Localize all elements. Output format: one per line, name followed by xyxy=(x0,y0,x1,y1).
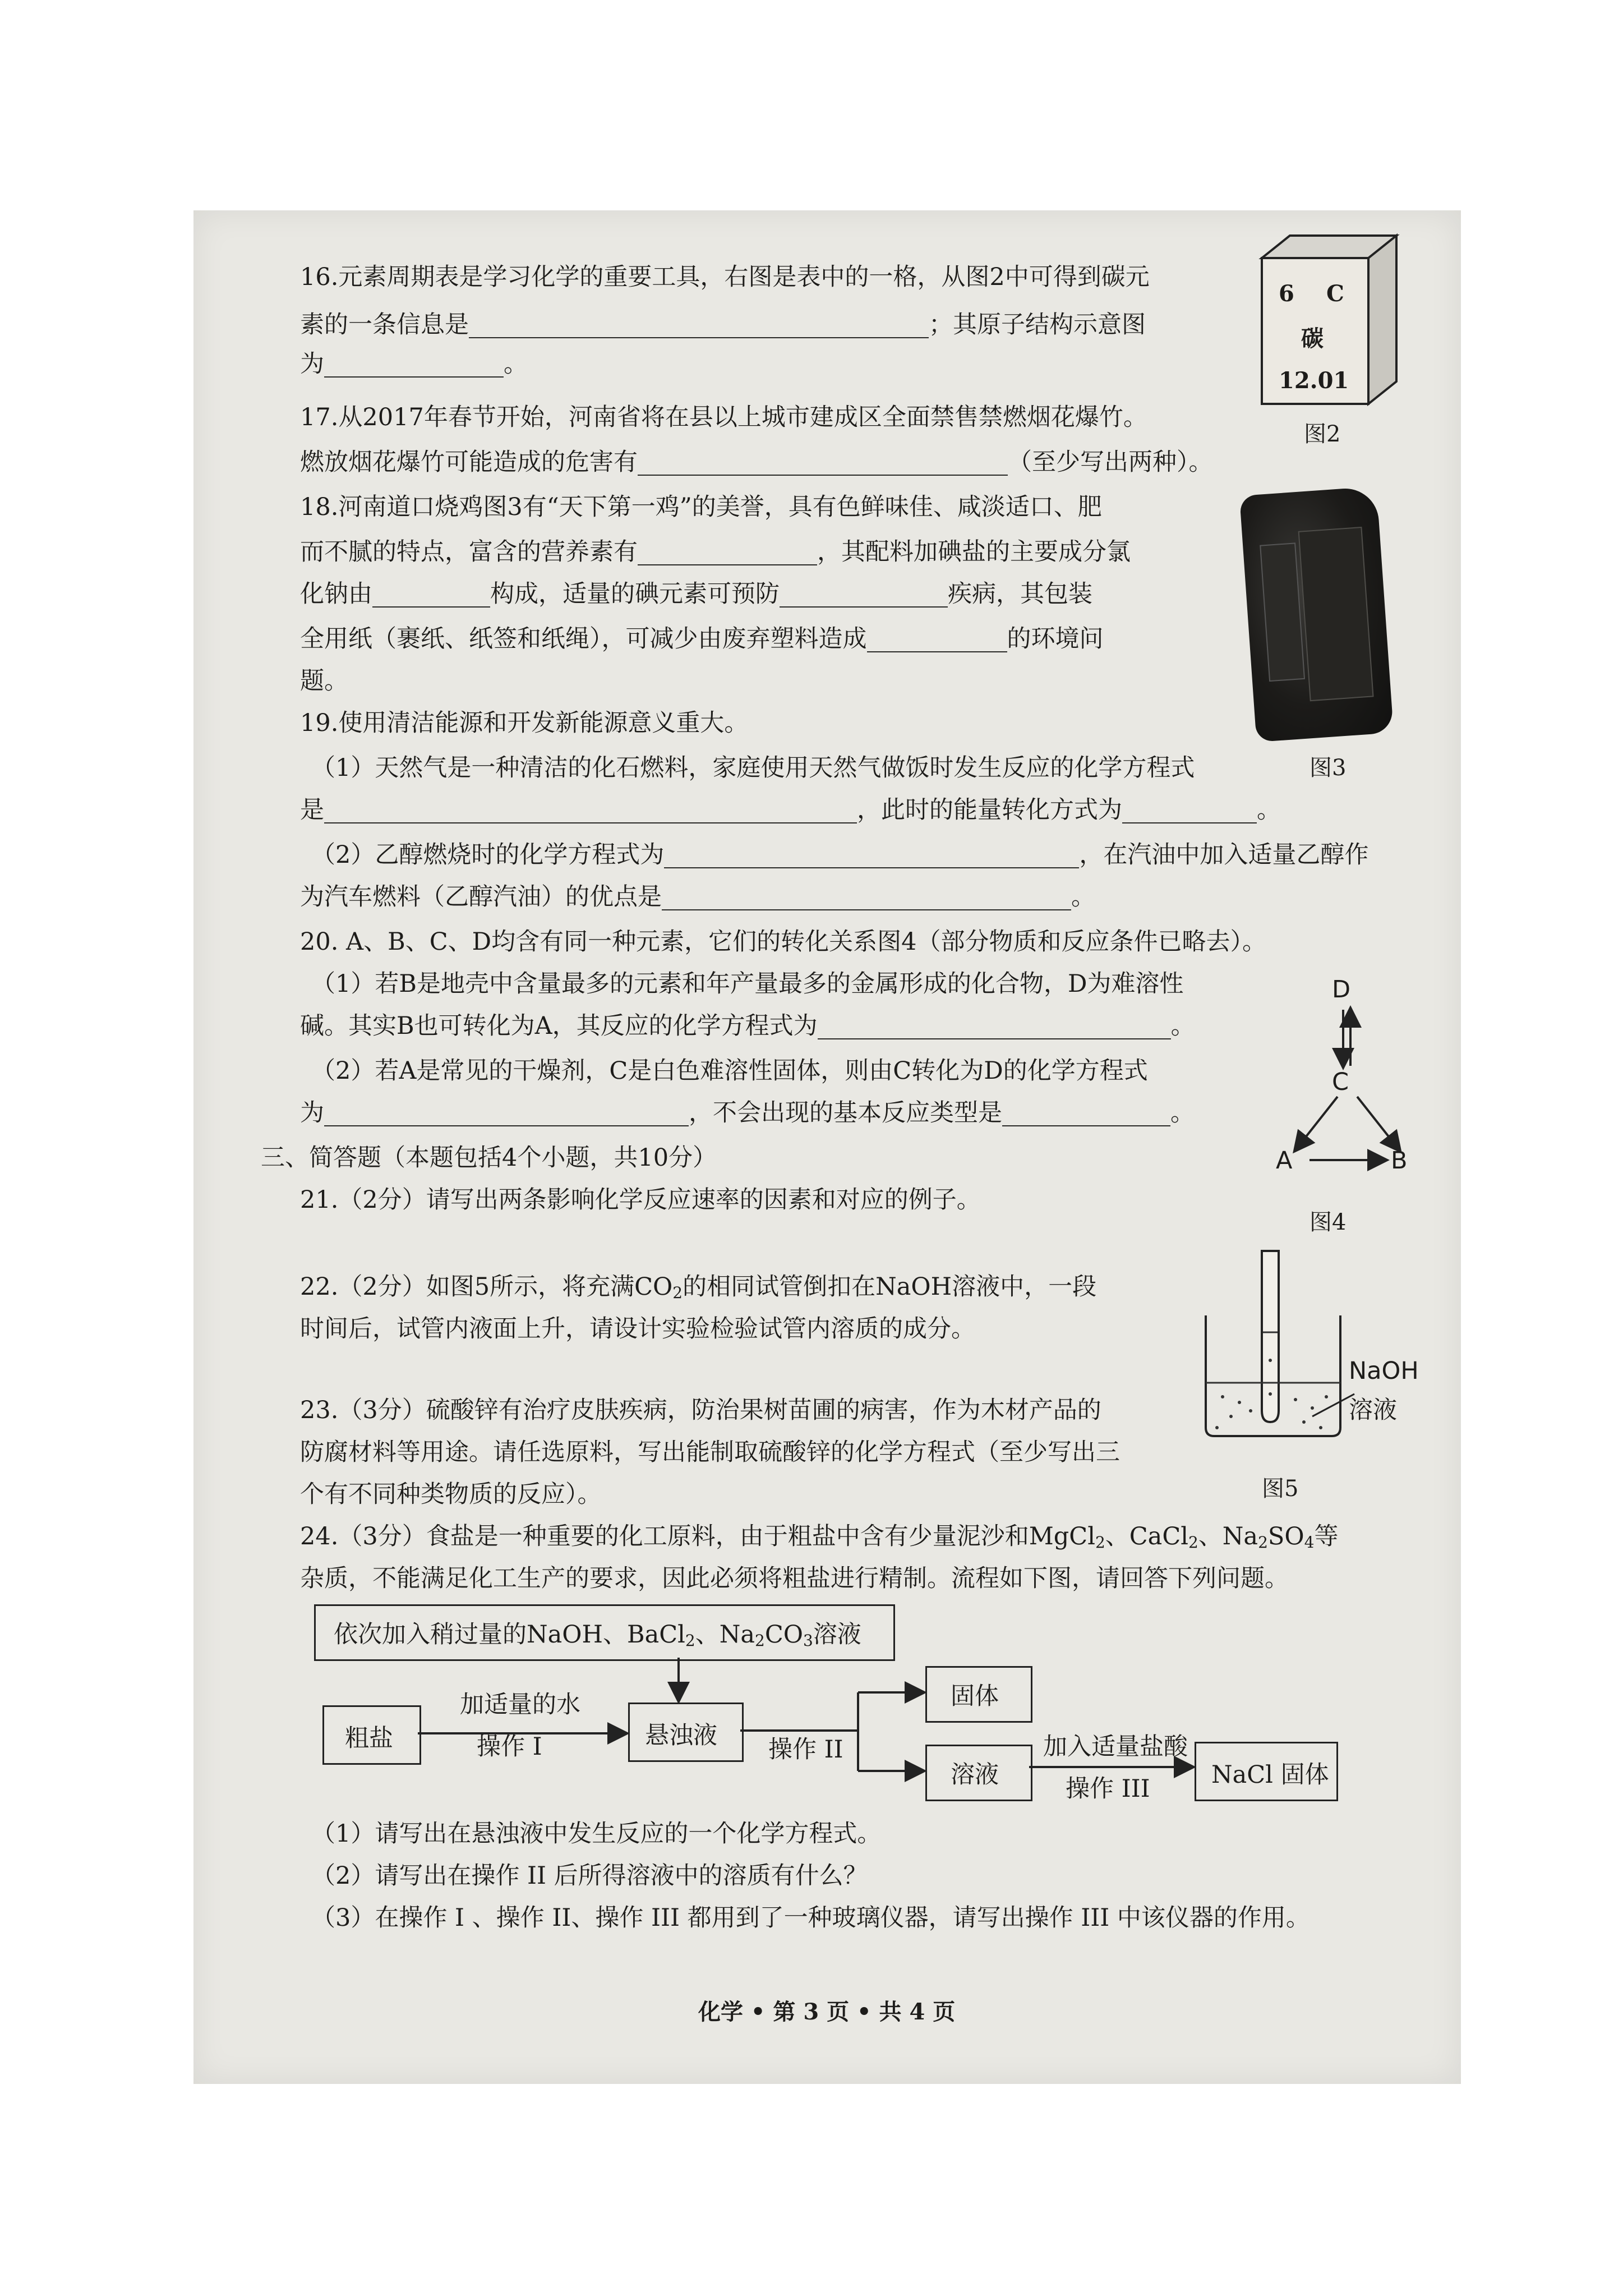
q20-p2-line1: （2）若A是常见的干燥剂，C是白色难溶性固体，则由C转化为D的化学方程式 xyxy=(311,1057,1148,1085)
q24-p2: （2）请写出在操作 II 后所得溶液中的溶质有什么？ xyxy=(311,1862,868,1890)
node-b: B xyxy=(1391,1147,1408,1175)
q19-p2-line1: （2）乙醇燃烧时的化学方程式为 ，在汽油中加入适量乙醇作 xyxy=(311,841,1369,869)
q22-line2: 时间后，试管内液面上升，请设计实验检验试管内溶质的成分。 xyxy=(300,1315,975,1343)
flow-step1-top: 加适量的水 xyxy=(460,1691,580,1719)
q20-p1-line2: 碱。其实B也可转化为A，其反应的化学方程式为 。 xyxy=(300,1012,1195,1040)
q23-line3: 个有不同种类物质的反应）。 xyxy=(300,1480,602,1508)
q16-line2: 素的一条信息是 ；其原子结构示意图 xyxy=(300,311,1146,339)
q24-line2: 杂质，不能满足化工生产的要求，因此必须将粗盐进行精制。流程如下图，请回答下列问题。 xyxy=(300,1565,1289,1593)
node-d: D xyxy=(1332,976,1351,1004)
flow-step3-top: 加入适量盐酸 xyxy=(1043,1733,1188,1761)
q23-line2: 防腐材料等用途。请任选原料，写出能制取硫酸锌的化学方程式（至少写出三 xyxy=(300,1438,1120,1466)
solution-label: 溶液 xyxy=(1349,1396,1397,1424)
flow-crude-label: 粗盐 xyxy=(345,1724,393,1752)
page-footer: 化学 • 第 3 页 • 共 4 页 xyxy=(698,1999,956,2025)
q18-line1: 18.河南道口烧鸡图3有“天下第一鸡”的美誉，具有色鲜味佳、咸淡适口、肥 xyxy=(300,493,1102,521)
q18-line4: 全用纸（裹纸、纸签和纸绳），可减少由废弃塑料造成 的环境问 xyxy=(300,625,1104,653)
figure5-caption: 图5 xyxy=(1262,1476,1299,1502)
q16-line1: 16.元素周期表是学习化学的重要工具，右图是表中的一格，从图2中可得到碳元 xyxy=(300,263,1150,291)
node-c: C xyxy=(1332,1068,1349,1096)
q24-line1: 24.（3分）食盐是一种重要的化工原料，由于粗盐中含有少量泥沙和MgCl$_2$、CaCl$_2$、$Na_2SO_4$等 xyxy=(300,1522,1339,1552)
flow-step2: 操作 II xyxy=(768,1736,843,1764)
figure2-caption: 图2 xyxy=(1304,421,1341,447)
q21-text: 21.（2分）请写出两条影响化学反应速率的因素和对应的例子。 xyxy=(300,1186,981,1214)
q19-p1-line2: 是 ，此时的能量转化方式为 。 xyxy=(300,796,1281,824)
q19-p1-line1: （1）天然气是一种清洁的化石燃料，家庭使用天然气做饭时发生反应的化学方程式 xyxy=(311,754,1195,782)
naoh-label: NaOH xyxy=(1349,1357,1419,1385)
q20-p2-line2: 为 ，不会出现的基本反应类型是 。 xyxy=(300,1099,1195,1127)
flow-step1-bottom: 操作 I xyxy=(477,1733,542,1761)
q20-p1-line1: （1）若B是地壳中含量最多的元素和年产量最多的金属形成的化合物，D为难溶性 xyxy=(311,970,1184,998)
flow-suspension-label: 悬浊液 xyxy=(645,1722,717,1750)
flow-solution-label: 溶液 xyxy=(951,1761,999,1789)
element-name: 碳 xyxy=(1301,325,1324,352)
q18-line5: 题。 xyxy=(300,667,348,695)
figure3-caption: 图3 xyxy=(1310,755,1347,781)
element-symbol: C xyxy=(1326,280,1344,307)
q24-p1: （1）请写出在悬浊液中发生反应的一个化学方程式。 xyxy=(311,1820,882,1848)
element-mass: 12.01 xyxy=(1279,367,1349,394)
section3-heading: 三、简答题（本题包括4个小题，共10分） xyxy=(261,1144,717,1172)
flow-top-label: 依次加入稍过量的NaOH、BaCl$_2$、$Na_2CO_3$溶液 xyxy=(334,1621,861,1650)
flow-solid-label: 固体 xyxy=(951,1682,999,1710)
q18-line2: 而不腻的特点，富含的营养素有 ，其配料加碘盐的主要成分氯 xyxy=(300,538,1131,566)
q19-line1: 19.使用清洁能源和开发新能源意义重大。 xyxy=(300,709,749,737)
q24-p3: （3）在操作 I 、操作 II、操作 III 都用到了一种玻璃仪器，请写出操作 III 中该仪器的作用。 xyxy=(311,1904,1310,1932)
node-a: A xyxy=(1276,1147,1293,1175)
q19-p2-line2: 为汽车燃料（乙醇汽油）的优点是 。 xyxy=(300,883,1095,911)
q22-line1: 22.（2分）如图5所示，将充满$CO_2$的相同试管倒扣在NaOH溶液中，一段 xyxy=(300,1273,1097,1302)
flow-step3-bottom: 操作 III xyxy=(1066,1775,1150,1803)
q20-line1: 20. A、B、C、D均含有同一种元素，它们的转化关系图4（部分物质和反应条件已略去）。 xyxy=(300,928,1266,956)
q23-line1: 23.（3分）硫酸锌有治疗皮肤疾病，防治果树苗圃的病害，作为木材产品的 xyxy=(300,1396,1101,1424)
flow-product-label: NaCl 固体 xyxy=(1211,1761,1329,1789)
element-number: 6 xyxy=(1279,280,1294,307)
q17-line2: 燃放烟花爆竹可能造成的危害有 （至少写出两种）。 xyxy=(300,448,1213,476)
q17-line1: 17.从2017年春节开始，河南省将在县以上城市建成区全面禁售禁燃烟花爆竹。 xyxy=(300,403,1147,431)
q18-line3: 化钠由 构成，适量的碘元素可预防 疾病，其包装 xyxy=(300,580,1092,608)
figure4-caption: 图4 xyxy=(1310,1209,1347,1235)
q16-line3: 为 。 xyxy=(300,350,528,378)
